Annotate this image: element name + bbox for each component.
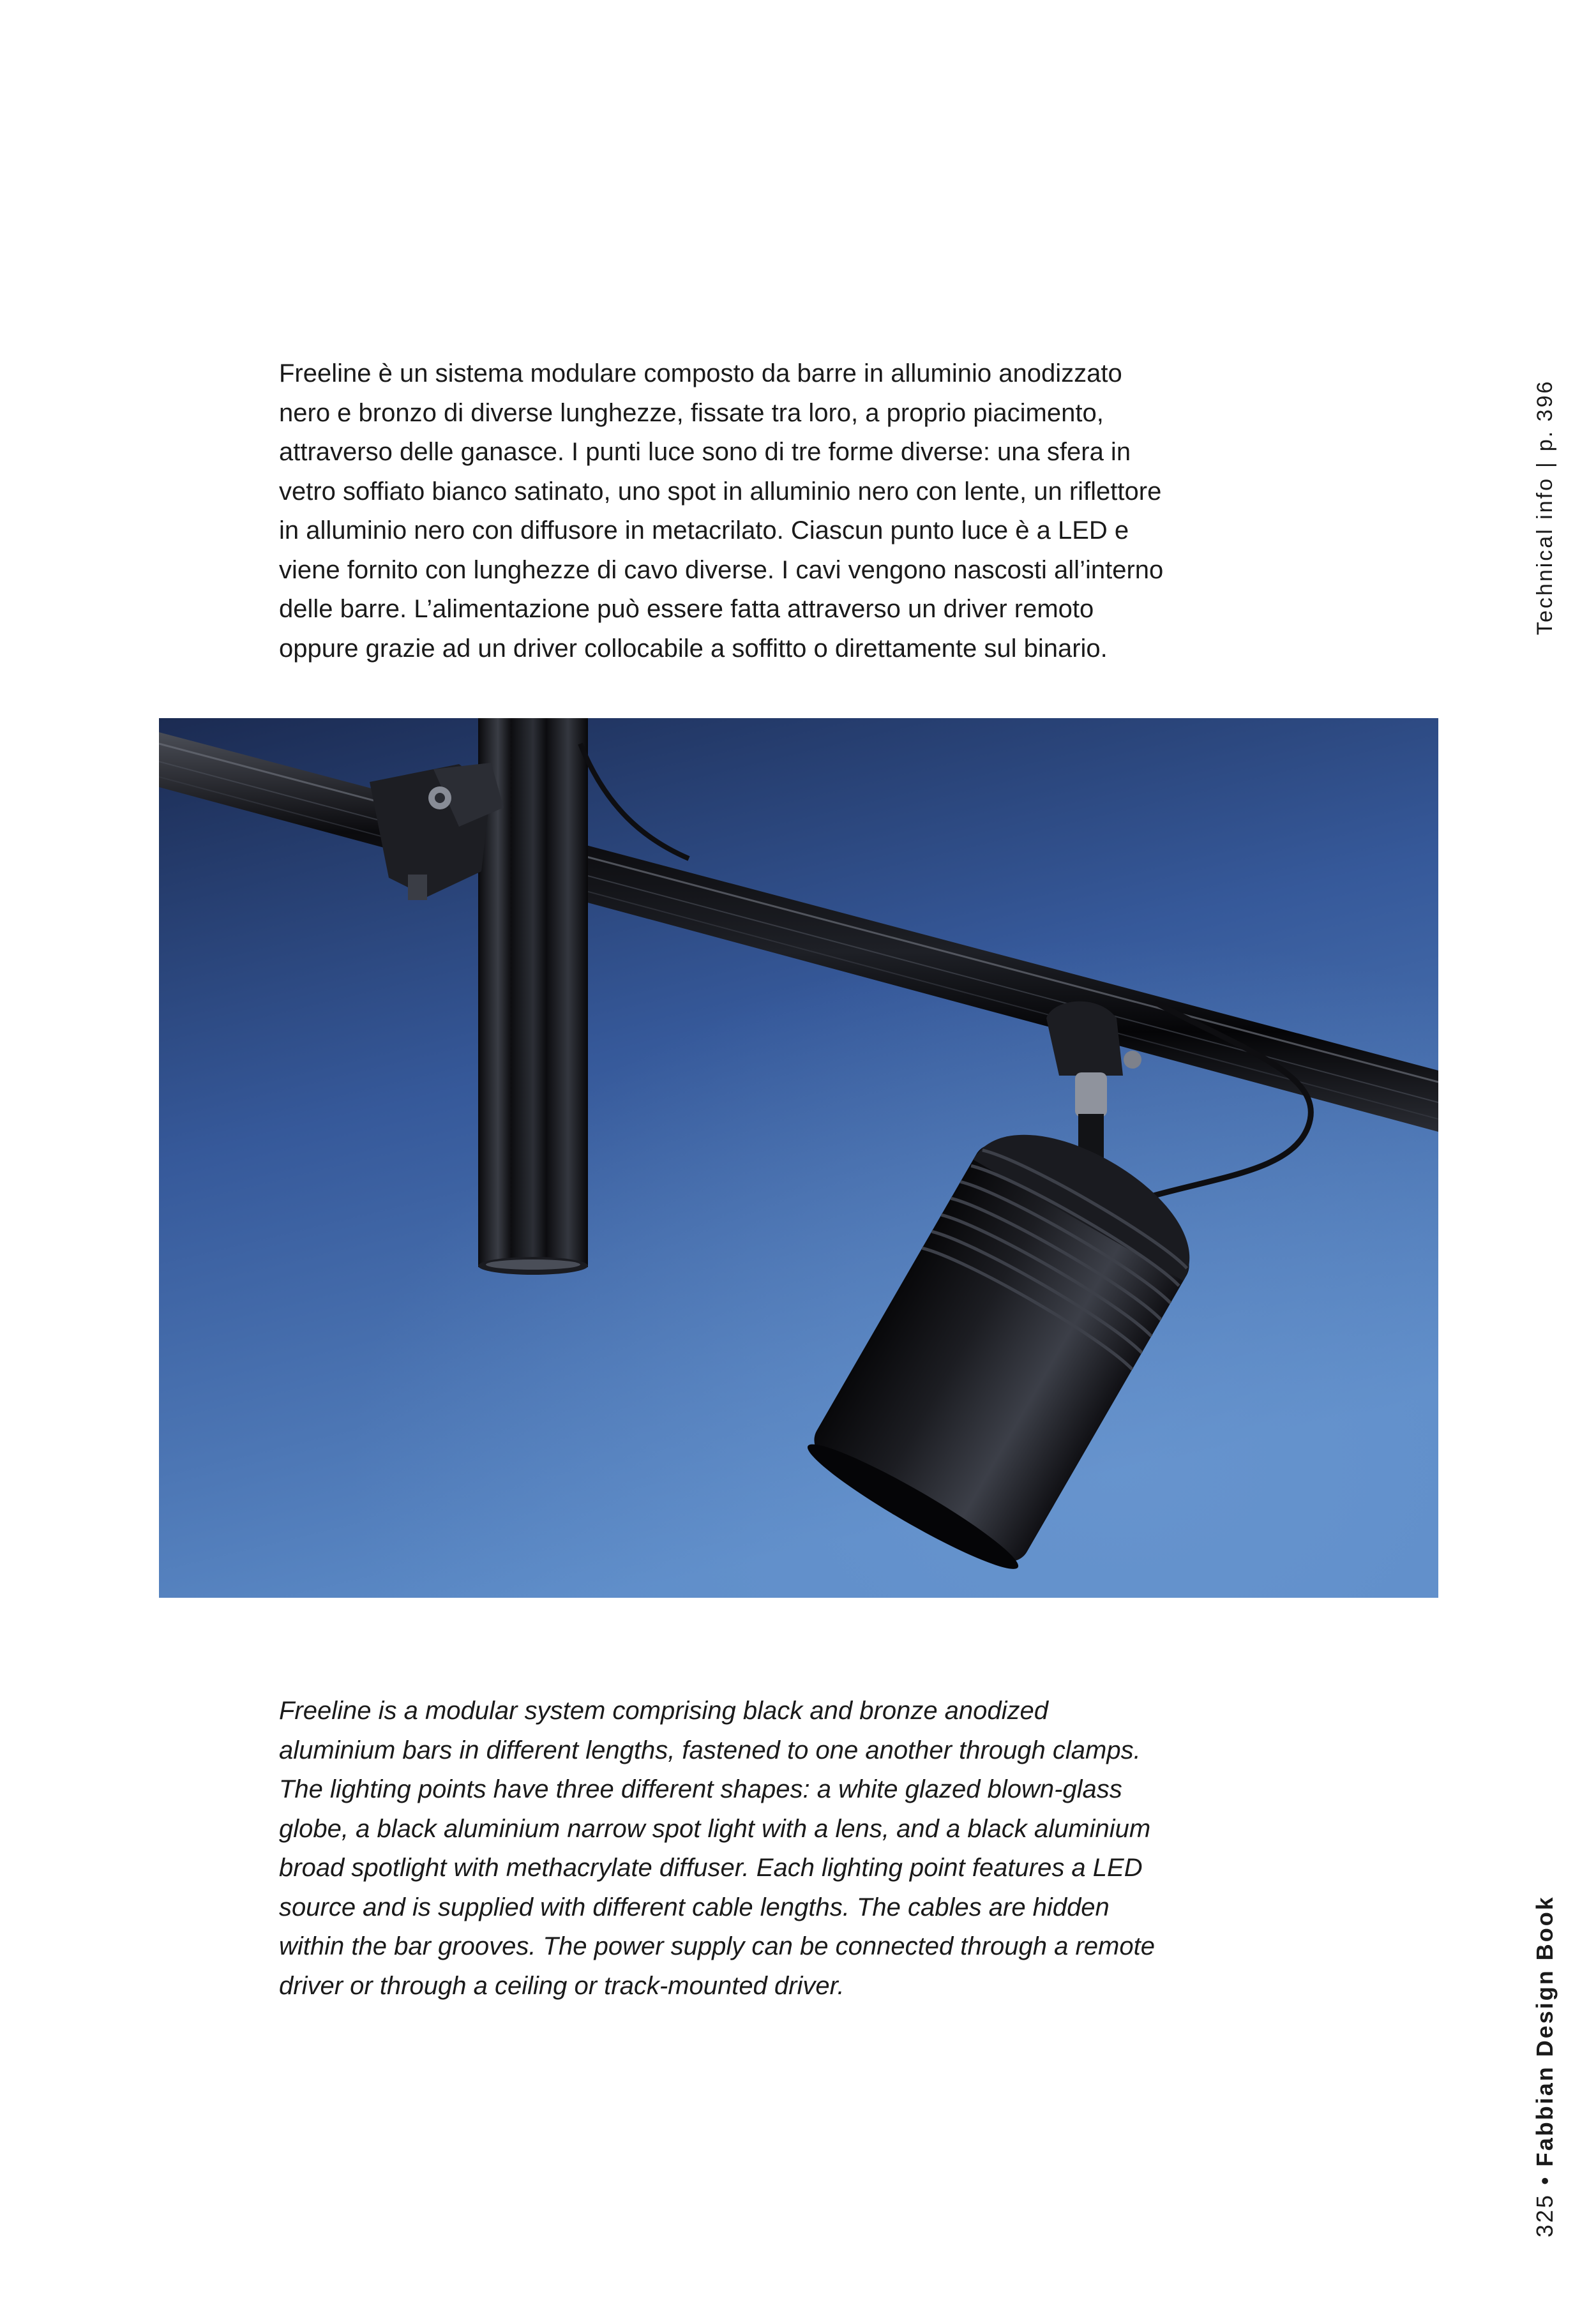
book-title: Fabbian Design Book — [1532, 1895, 1558, 2167]
italian-line: attraverso delle ganasce. I punti luce sono di tre forme diverse: una sfera in — [279, 438, 1131, 466]
english-line: globe, a black aluminium narrow spot light with a lens, and a black aluminium — [279, 1814, 1151, 1843]
english-line: driver or through a ceiling or track-mounted driver. — [279, 1971, 845, 2000]
english-line: source and is supplied with different cable lengths. The cables are hidden — [279, 1893, 1110, 1921]
product-photo — [159, 718, 1438, 1598]
bullet-separator: • — [1532, 2175, 1558, 2185]
english-description — [279, 1692, 1186, 2006]
freeline-spotlight-image — [159, 718, 1438, 1598]
italian-line: delle barre. L’alimentazione può essere fatta attraverso un driver remoto — [279, 595, 1094, 623]
technical-info-label: Technical info — [1533, 476, 1557, 635]
english-line: Freeline is a modular system comprising black and bronze anodized — [279, 1697, 1049, 1725]
italian-description — [279, 354, 1186, 668]
italian-line: oppure grazie ad un driver collocabile a soffitto o direttamente sul binario. — [279, 634, 1108, 663]
italian-line: nero e bronzo di diverse lunghezze, fissate tra loro, a proprio piacimento, — [279, 398, 1104, 427]
page-reference: p. 396 — [1533, 379, 1557, 452]
english-line: broad spotlight with methacrylate diffuser. Each lighting point features a LED — [279, 1854, 1143, 1882]
english-line: The lighting points have three different shapes: a white glazed blown-glass — [279, 1775, 1122, 1803]
italian-line: Freeline è un sistema modulare composto da barre in alluminio anodizzato — [279, 359, 1122, 387]
english-line: within the bar grooves. The power supply can be connected through a remote — [279, 1932, 1155, 1960]
italian-line: vetro soffiato bianco satinato, uno spot in alluminio nero con lente, un riflettore — [279, 477, 1162, 506]
italian-line: viene fornito con lunghezze di cavo diverse. I cavi vengono nascosti all’interno — [279, 555, 1164, 584]
italian-line: in alluminio nero con diffusore in metacrilato. Ciascun punto luce è a LED e — [279, 516, 1129, 545]
separator: | — [1533, 460, 1557, 468]
english-line: aluminium bars in different lengths, fastened to one another through clamps. — [279, 1736, 1141, 1764]
page-number: 325 — [1532, 2193, 1558, 2237]
